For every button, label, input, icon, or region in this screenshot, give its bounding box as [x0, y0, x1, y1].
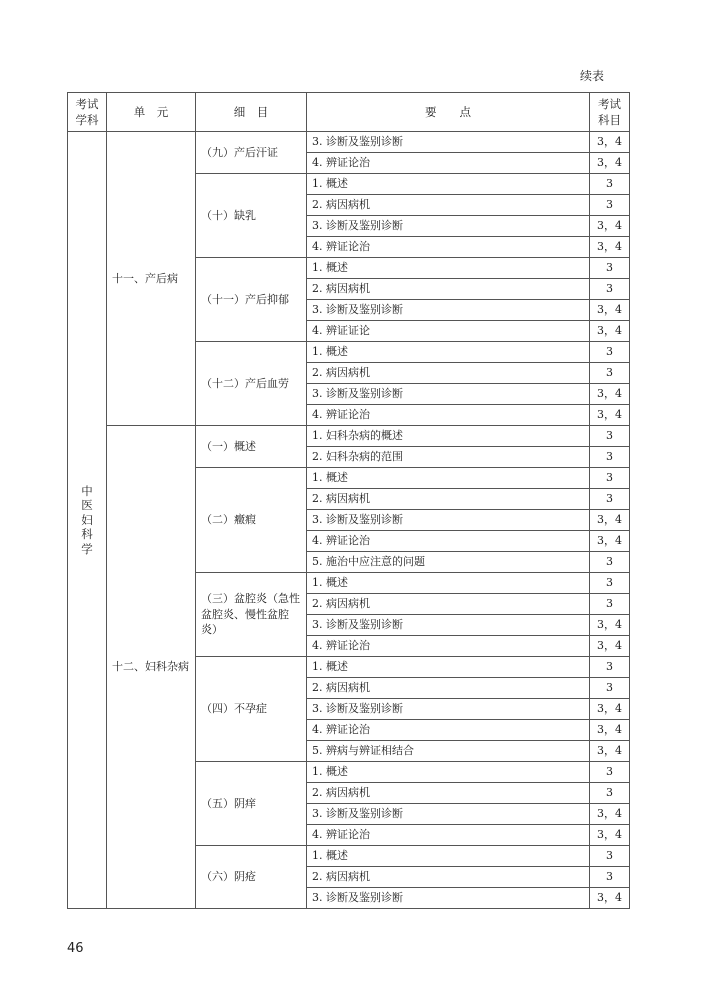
- item-cell: （一）概述: [196, 426, 307, 468]
- exam-cell: 3，4: [590, 153, 630, 174]
- point-cell: 3. 诊断及鉴别诊断: [307, 132, 590, 153]
- exam-cell: 3，4: [590, 888, 630, 909]
- point-cell: 1. 概述: [307, 846, 590, 867]
- table-header-row: [68, 93, 630, 132]
- exam-cell: 3: [590, 258, 630, 279]
- point-cell: 5. 辨病与辨证相结合: [307, 741, 590, 762]
- point-cell: 3. 诊断及鉴别诊断: [307, 804, 590, 825]
- continued-label: 续表: [580, 69, 605, 83]
- point-cell: 3. 诊断及鉴别诊断: [307, 300, 590, 321]
- item-cell: （二）癥瘕: [196, 468, 307, 573]
- exam-cell: 3: [590, 867, 630, 888]
- point-cell: 1. 概述: [307, 258, 590, 279]
- exam-cell: 3，4: [590, 741, 630, 762]
- exam-cell: 3，4: [590, 300, 630, 321]
- exam-cell: 3: [590, 573, 630, 594]
- exam-cell: 3: [590, 342, 630, 363]
- item-cell: （五）阴痒: [196, 762, 307, 846]
- exam-cell: 3，4: [590, 720, 630, 741]
- point-cell: 1. 概述: [307, 468, 590, 489]
- exam-cell: 3，4: [590, 510, 630, 531]
- exam-cell: 3: [590, 195, 630, 216]
- exam-cell: 3: [590, 279, 630, 300]
- point-cell: 3. 诊断及鉴别诊断: [307, 510, 590, 531]
- exam-cell: 3: [590, 594, 630, 615]
- point-cell: 1. 概述: [307, 342, 590, 363]
- exam-cell: 3，4: [590, 636, 630, 657]
- exam-cell: 3: [590, 468, 630, 489]
- exam-cell: 3，4: [590, 321, 630, 342]
- exam-cell: 3: [590, 552, 630, 573]
- exam-cell: 3，4: [590, 405, 630, 426]
- point-cell: 3. 诊断及鉴别诊断: [307, 888, 590, 909]
- header-unit: 单 元: [107, 93, 196, 132]
- point-cell: 2. 病因病机: [307, 594, 590, 615]
- exam-cell: 3，4: [590, 216, 630, 237]
- point-cell: 2. 病因病机: [307, 489, 590, 510]
- point-cell: 2. 妇科杂病的范围: [307, 447, 590, 468]
- exam-cell: 3: [590, 174, 630, 195]
- point-cell: 4. 辨证论治: [307, 531, 590, 552]
- point-cell: 3. 诊断及鉴别诊断: [307, 216, 590, 237]
- header-subject: 考试学科: [68, 93, 107, 132]
- point-cell: 4. 辨证证论: [307, 321, 590, 342]
- point-cell: 4. 辨证论治: [307, 636, 590, 657]
- header-exam: 考试科目: [590, 93, 630, 132]
- point-cell: 1. 概述: [307, 174, 590, 195]
- exam-cell: 3，4: [590, 132, 630, 153]
- exam-cell: 3，4: [590, 531, 630, 552]
- point-cell: 1. 概述: [307, 573, 590, 594]
- point-cell: 2. 病因病机: [307, 678, 590, 699]
- point-cell: 2. 病因病机: [307, 279, 590, 300]
- item-cell: （九）产后汗证: [196, 132, 307, 174]
- point-cell: 4. 辨证论治: [307, 153, 590, 174]
- point-cell: 2. 病因病机: [307, 783, 590, 804]
- item-cell: （十一）产后抑郁: [196, 258, 307, 342]
- item-cell: （六）阴疮: [196, 846, 307, 909]
- table-row: [68, 426, 630, 447]
- exam-cell: 3，4: [590, 384, 630, 405]
- point-cell: 3. 诊断及鉴别诊断: [307, 699, 590, 720]
- item-cell: （十）缺乳: [196, 174, 307, 258]
- subject-label: 中医妇科学: [81, 484, 93, 556]
- exam-cell: 3: [590, 363, 630, 384]
- exam-cell: 3: [590, 678, 630, 699]
- table-body: [68, 132, 630, 909]
- point-cell: 2. 病因病机: [307, 363, 590, 384]
- exam-cell: 3，4: [590, 615, 630, 636]
- exam-cell: 3: [590, 762, 630, 783]
- exam-cell: 3: [590, 426, 630, 447]
- header-points: 要 点: [307, 93, 590, 132]
- point-cell: 4. 辨证论治: [307, 405, 590, 426]
- point-cell: 1. 概述: [307, 762, 590, 783]
- table-row: [68, 132, 630, 153]
- exam-cell: 3，4: [590, 699, 630, 720]
- page-number: 46: [67, 941, 84, 956]
- unit-cell: 十一、产后病: [107, 132, 196, 426]
- point-cell: 2. 病因病机: [307, 195, 590, 216]
- subject-cell: [68, 132, 107, 909]
- point-cell: 4. 辨证论治: [307, 237, 590, 258]
- point-cell: 5. 施治中应注意的问题: [307, 552, 590, 573]
- item-cell: （十二）产后血劳: [196, 342, 307, 426]
- exam-cell: 3，4: [590, 237, 630, 258]
- exam-cell: 3: [590, 846, 630, 867]
- exam-cell: 3: [590, 657, 630, 678]
- point-cell: 1. 妇科杂病的概述: [307, 426, 590, 447]
- exam-cell: 3: [590, 447, 630, 468]
- header-item: 细 目: [196, 93, 307, 132]
- item-cell: （四）不孕症: [196, 657, 307, 762]
- point-cell: 3. 诊断及鉴别诊断: [307, 615, 590, 636]
- unit-cell: 十二、妇科杂病: [107, 426, 196, 909]
- point-cell: 4. 辨证论治: [307, 720, 590, 741]
- exam-cell: 3: [590, 783, 630, 804]
- point-cell: 3. 诊断及鉴别诊断: [307, 384, 590, 405]
- exam-cell: 3，4: [590, 804, 630, 825]
- exam-cell: 3，4: [590, 825, 630, 846]
- point-cell: 2. 病因病机: [307, 867, 590, 888]
- exam-cell: 3: [590, 489, 630, 510]
- item-cell: （三）盆腔炎（急性盆腔炎、慢性盆腔炎）: [196, 573, 307, 657]
- point-cell: 1. 概述: [307, 657, 590, 678]
- syllabus-table: [67, 92, 630, 909]
- point-cell: 4. 辨证论治: [307, 825, 590, 846]
